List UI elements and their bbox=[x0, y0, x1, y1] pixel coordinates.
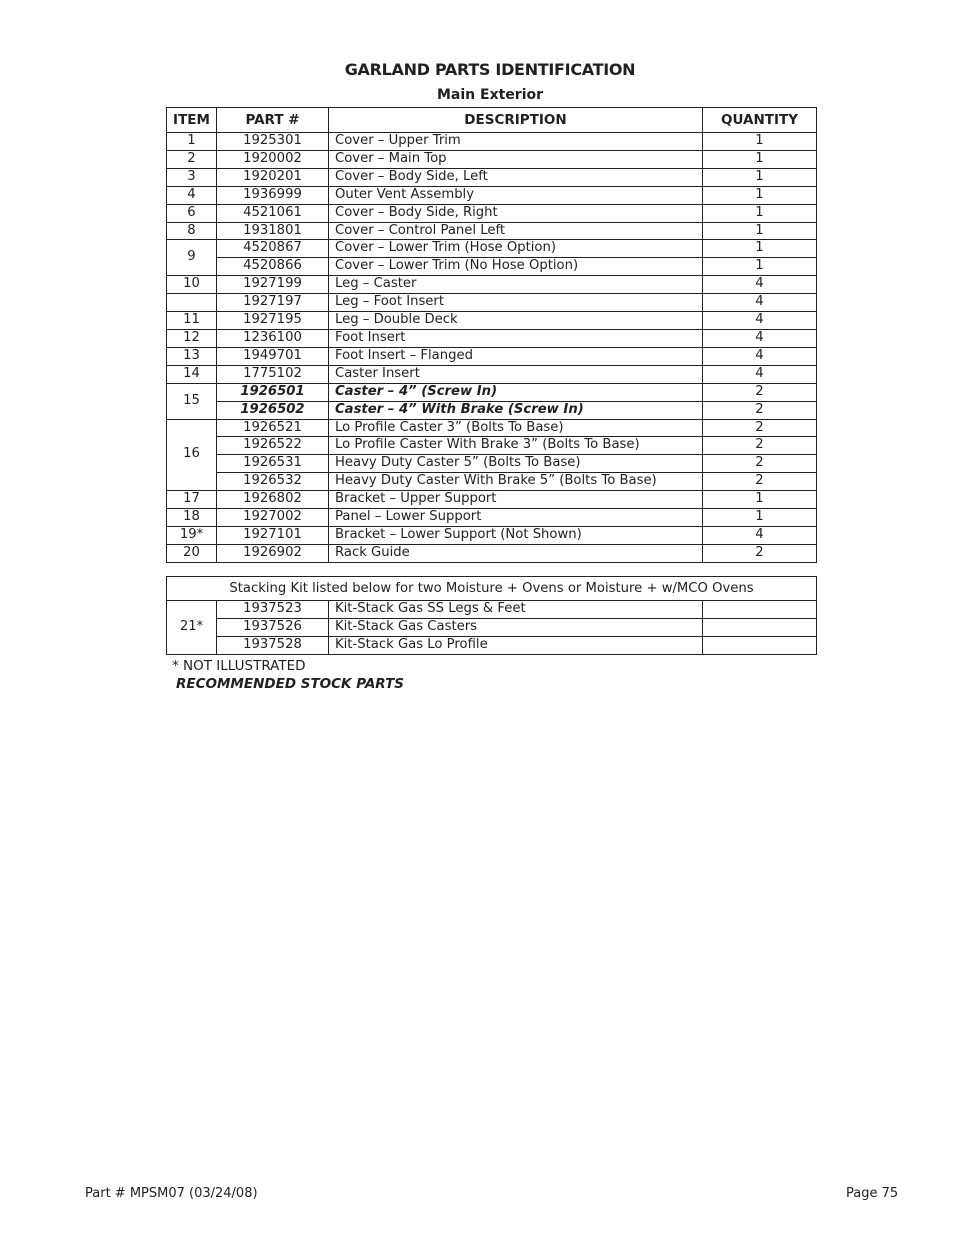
quantity-cell: 4 bbox=[703, 526, 817, 544]
quantity-cell bbox=[703, 636, 817, 654]
description-cell: Bracket – Lower Support (Not Shown) bbox=[329, 526, 703, 544]
part-cell: 1926532 bbox=[217, 473, 329, 491]
table-row bbox=[167, 258, 817, 276]
description-cell: Leg – Caster bbox=[329, 276, 703, 294]
part-cell: 1937526 bbox=[217, 618, 329, 636]
part-cell: 1926802 bbox=[217, 491, 329, 509]
item-cell: 14 bbox=[167, 365, 217, 383]
table-row bbox=[167, 276, 817, 294]
quantity-cell: 1 bbox=[703, 133, 817, 151]
part-cell: 1926902 bbox=[217, 544, 329, 562]
description-cell: Cover – Control Panel Left bbox=[329, 222, 703, 240]
part-cell: 4520866 bbox=[217, 258, 329, 276]
table-row bbox=[167, 636, 817, 654]
part-cell: 1927195 bbox=[217, 312, 329, 330]
description-cell-recommended: Caster – 4” With Brake (Screw In) bbox=[329, 401, 703, 419]
parts-table bbox=[166, 107, 817, 563]
table-subtitle: Main Exterior bbox=[436, 87, 544, 103]
description-cell: Panel – Lower Support bbox=[329, 509, 703, 527]
quantity-cell: 2 bbox=[703, 473, 817, 491]
part-cell: 1926531 bbox=[217, 455, 329, 473]
quantity-cell: 2 bbox=[703, 401, 817, 419]
item-cell: 12 bbox=[167, 329, 217, 347]
quantity-cell: 4 bbox=[703, 312, 817, 330]
item-cell bbox=[167, 294, 217, 312]
item-cell: 3 bbox=[167, 168, 217, 186]
quantity-cell: 2 bbox=[703, 455, 817, 473]
table-row bbox=[167, 526, 817, 544]
table-row bbox=[167, 509, 817, 527]
description-cell: Cover – Main Top bbox=[329, 150, 703, 168]
table-header-row bbox=[167, 108, 817, 133]
description-cell: Kit-Stack Gas SS Legs & Feet bbox=[329, 601, 703, 619]
kit-heading: Stacking Kit listed below for two Moisture + Ovens or Moisture + w/MCO Ovens bbox=[167, 577, 817, 601]
quantity-cell: 1 bbox=[703, 491, 817, 509]
column-header-quantity: QUANTITY bbox=[703, 108, 817, 133]
part-cell: 4520867 bbox=[217, 240, 329, 258]
column-header-item: ITEM bbox=[167, 108, 217, 133]
part-cell: 1937523 bbox=[217, 601, 329, 619]
item-cell: 19* bbox=[167, 526, 217, 544]
column-header-part: PART # bbox=[217, 108, 329, 133]
quantity-cell: 1 bbox=[703, 186, 817, 204]
part-cell: 1925301 bbox=[217, 133, 329, 151]
table-row bbox=[167, 601, 817, 619]
quantity-cell: 2 bbox=[703, 383, 817, 401]
table-row bbox=[167, 312, 817, 330]
table-row bbox=[167, 347, 817, 365]
description-cell: Kit-Stack Gas Casters bbox=[329, 618, 703, 636]
description-cell: Caster Insert bbox=[329, 365, 703, 383]
table-row bbox=[167, 168, 817, 186]
table-row bbox=[167, 455, 817, 473]
item-cell: 20 bbox=[167, 544, 217, 562]
part-cell: 1927197 bbox=[217, 294, 329, 312]
part-cell: 1926521 bbox=[217, 419, 329, 437]
item-cell: 4 bbox=[167, 186, 217, 204]
description-cell: Bracket – Upper Support bbox=[329, 491, 703, 509]
quantity-cell: 1 bbox=[703, 509, 817, 527]
item-cell: 17 bbox=[167, 491, 217, 509]
part-cell: 1931801 bbox=[217, 222, 329, 240]
description-cell: Cover – Body Side, Right bbox=[329, 204, 703, 222]
quantity-cell: 2 bbox=[703, 437, 817, 455]
quantity-cell: 1 bbox=[703, 222, 817, 240]
quantity-cell: 1 bbox=[703, 150, 817, 168]
quantity-cell: 4 bbox=[703, 365, 817, 383]
table-row bbox=[167, 618, 817, 636]
part-cell: 1920002 bbox=[217, 150, 329, 168]
item-cell: 9 bbox=[167, 240, 217, 276]
part-cell: 1927101 bbox=[217, 526, 329, 544]
item-cell: 15 bbox=[167, 383, 217, 419]
description-cell: Rack Guide bbox=[329, 544, 703, 562]
quantity-cell: 4 bbox=[703, 294, 817, 312]
quantity-cell bbox=[703, 618, 817, 636]
item-cell: 8 bbox=[167, 222, 217, 240]
quantity-cell: 2 bbox=[703, 544, 817, 562]
item-cell: 10 bbox=[167, 276, 217, 294]
table-row bbox=[167, 294, 817, 312]
stacking-kit-table bbox=[166, 576, 817, 655]
item-cell: 6 bbox=[167, 204, 217, 222]
table-row bbox=[167, 365, 817, 383]
table-row bbox=[167, 473, 817, 491]
not-illustrated-note: * NOT ILLUSTRATED bbox=[172, 658, 306, 674]
table-row bbox=[167, 150, 817, 168]
table-row bbox=[167, 383, 817, 401]
description-cell: Cover – Upper Trim bbox=[329, 133, 703, 151]
part-cell: 4521061 bbox=[217, 204, 329, 222]
footer-page-number: Page 75 bbox=[846, 1186, 899, 1201]
item-cell: 16 bbox=[167, 419, 217, 491]
description-cell: Cover – Lower Trim (No Hose Option) bbox=[329, 258, 703, 276]
description-cell: Cover – Body Side, Left bbox=[329, 168, 703, 186]
part-cell: 1927002 bbox=[217, 509, 329, 527]
quantity-cell: 4 bbox=[703, 347, 817, 365]
table-row bbox=[167, 437, 817, 455]
description-cell: Heavy Duty Caster 5” (Bolts To Base) bbox=[329, 455, 703, 473]
description-cell: Lo Profile Caster 3” (Bolts To Base) bbox=[329, 419, 703, 437]
part-cell: 1937528 bbox=[217, 636, 329, 654]
part-cell: 1920201 bbox=[217, 168, 329, 186]
quantity-cell bbox=[703, 601, 817, 619]
quantity-cell: 4 bbox=[703, 276, 817, 294]
table-row bbox=[167, 204, 817, 222]
item-cell: 18 bbox=[167, 509, 217, 527]
page-title: GARLAND PARTS IDENTIFICATION bbox=[344, 60, 636, 79]
item-cell: 21* bbox=[167, 601, 217, 655]
quantity-cell: 4 bbox=[703, 329, 817, 347]
item-cell: 11 bbox=[167, 312, 217, 330]
table-row bbox=[167, 222, 817, 240]
quantity-cell: 1 bbox=[703, 258, 817, 276]
item-cell: 1 bbox=[167, 133, 217, 151]
part-cell-recommended: 1926501 bbox=[217, 383, 329, 401]
description-cell: Outer Vent Assembly bbox=[329, 186, 703, 204]
quantity-cell: 1 bbox=[703, 240, 817, 258]
quantity-cell: 1 bbox=[703, 168, 817, 186]
description-cell: Leg – Double Deck bbox=[329, 312, 703, 330]
description-cell: Heavy Duty Caster With Brake 5” (Bolts To Base) bbox=[329, 473, 703, 491]
item-cell: 13 bbox=[167, 347, 217, 365]
column-header-description: DESCRIPTION bbox=[329, 108, 703, 133]
table-row bbox=[167, 240, 817, 258]
kit-heading-row bbox=[167, 577, 817, 601]
footer-part-number: Part # MPSM07 (03/24/08) bbox=[85, 1186, 258, 1201]
description-cell: Leg – Foot Insert bbox=[329, 294, 703, 312]
table-row bbox=[167, 491, 817, 509]
part-cell: 1927199 bbox=[217, 276, 329, 294]
item-cell: 2 bbox=[167, 150, 217, 168]
description-cell: Lo Profile Caster With Brake 3” (Bolts To Base) bbox=[329, 437, 703, 455]
part-cell: 1936999 bbox=[217, 186, 329, 204]
table-row bbox=[167, 419, 817, 437]
description-cell: Kit-Stack Gas Lo Profile bbox=[329, 636, 703, 654]
table-row bbox=[167, 133, 817, 151]
table-row bbox=[167, 186, 817, 204]
part-cell: 1236100 bbox=[217, 329, 329, 347]
quantity-cell: 2 bbox=[703, 419, 817, 437]
table-row bbox=[167, 544, 817, 562]
part-cell: 1926522 bbox=[217, 437, 329, 455]
table-row bbox=[167, 401, 817, 419]
description-cell: Foot Insert bbox=[329, 329, 703, 347]
description-cell: Foot Insert – Flanged bbox=[329, 347, 703, 365]
part-cell-recommended: 1926502 bbox=[217, 401, 329, 419]
part-cell: 1775102 bbox=[217, 365, 329, 383]
quantity-cell: 1 bbox=[703, 204, 817, 222]
table-row bbox=[167, 329, 817, 347]
recommended-stock-note: RECOMMENDED STOCK PARTS bbox=[176, 676, 405, 692]
description-cell-recommended: Caster – 4” (Screw In) bbox=[329, 383, 703, 401]
part-cell: 1949701 bbox=[217, 347, 329, 365]
description-cell: Cover – Lower Trim (Hose Option) bbox=[329, 240, 703, 258]
